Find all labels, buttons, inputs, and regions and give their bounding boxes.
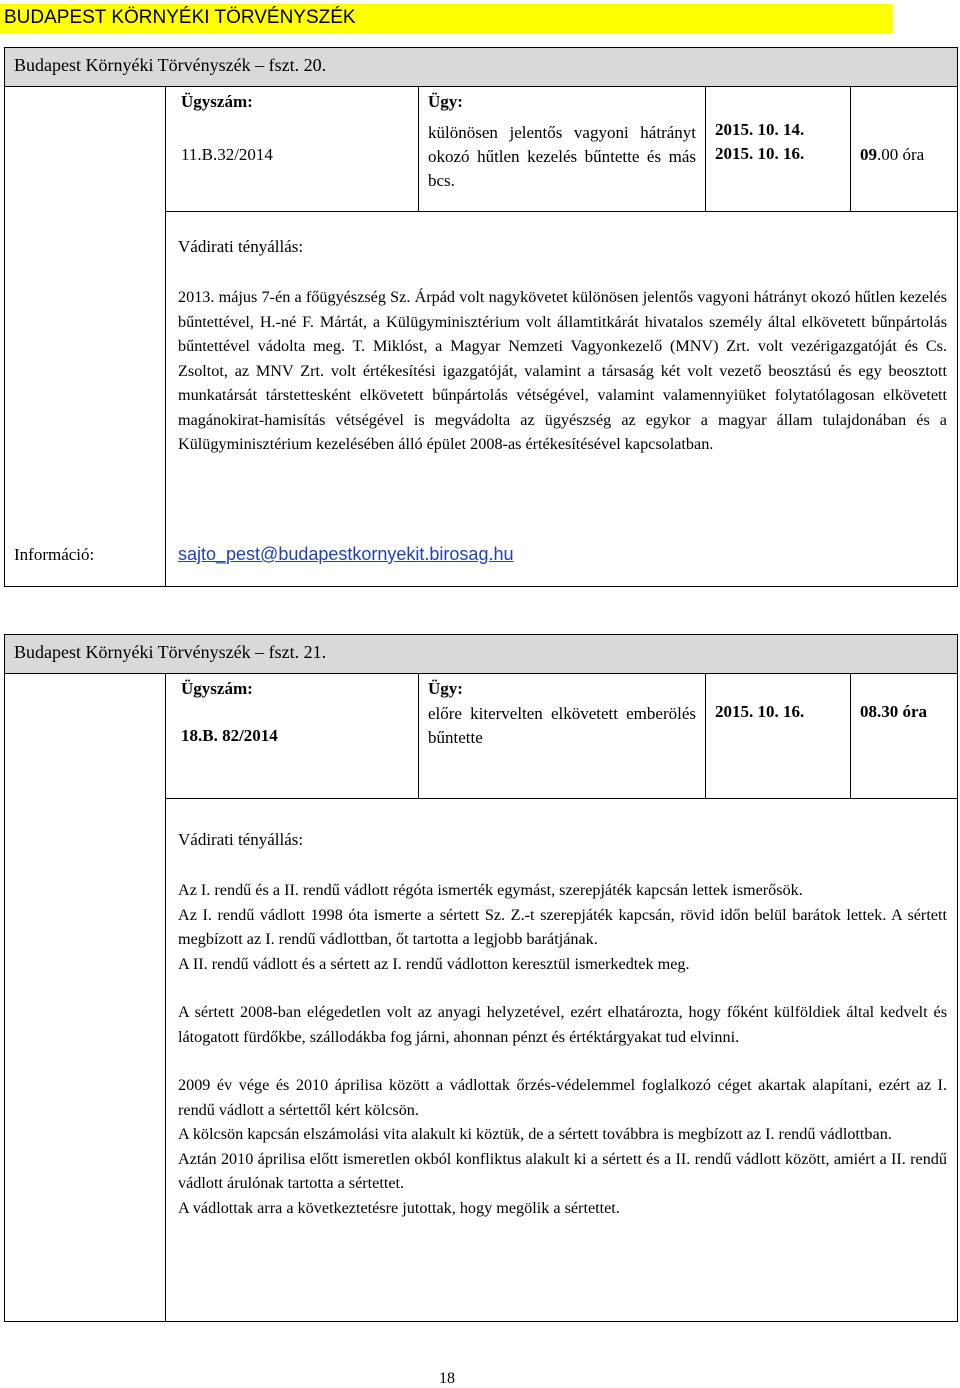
case-meta-row	[165, 673, 957, 798]
indictment-area	[165, 211, 957, 540]
case-time-cell	[850, 673, 957, 798]
courtroom-row	[5, 48, 957, 87]
indictment-label: Vádirati tényállás:	[178, 830, 304, 849]
courtroom-label: Budapest Környéki Törvényszék – fszt. 21.	[14, 642, 327, 662]
case-number-label: Ügyszám:	[181, 92, 253, 111]
page-header-title: BUDAPEST KÖRNYÉKI TÖRVÉNYSZÉK	[4, 7, 356, 28]
indictment-paragraph: 2009 év vége és 2010 áprilisa között a vádlottak őrzés-védelemmel foglalkozó céget akartak alapítani, ezért az I. rendű vádlott a sértettől kért kölcsön.	[178, 1076, 947, 1119]
case-time: 08.30 óra	[860, 702, 928, 721]
indictment-paragraph: Az I. rendű vádlott 1998 óta ismerte a sértett Sz. Z.-t szerepjáték kapcsán, rövid időn belül barátok lettek. A sértett megbízott az I. rendű vádlottban, őt tartotta a legjobb barátjának.	[178, 905, 947, 948]
case-number-label: Ügyszám:	[181, 679, 253, 698]
page-header-bar	[0, 4, 893, 33]
case-subject-cell	[418, 86, 706, 211]
case-subject-label: Ügy:	[428, 92, 463, 111]
case-dates-cell	[705, 673, 851, 798]
courtroom-row	[5, 635, 957, 674]
indictment-paragraph: 2013. május 7-én a főügyészség Sz. Árpád volt nagykövetet különösen jelentős vagyoni hátrányt okozó hűtlen kezelés bűntettével, H.-né F. Mártát, a Külügyminisztérium volt államtitkárát hivatalos személy által elkövetett bűnpártolás bűntettével vádolta meg. T. Miklóst, a Magyar Nemzeti Vagyonkezelő (MNV) Zrt. volt vezérigazgatóját és Cs. Zsoltot, az MNV Zrt. volt értékesítési igazgatóját, valamint a társaság két volt vezető beosztású és egy beosztott munkatársát társtettesként elkövetett bűnpártolás vétségével, valamint valamennyiüket folytatólagosan elkövetett magánokirat-hamisítás vétségével is megvádolta az ügyészség az egykor a magyar állam tulajdonában és a Külügyminisztérium kezelésében álló épület 2008-as értékesítésével kapcsolatban.	[178, 288, 947, 453]
case-subject-label: Ügy:	[428, 679, 463, 698]
time-hour: 09	[860, 145, 877, 164]
case-dates-cell	[705, 86, 851, 211]
info-label: Információ:	[14, 545, 95, 564]
indictment-paragraph: Aztán 2010 áprilisa előtt ismeretlen okból konfliktus alakult ki a sértett és a II. rendű vádlott között, amiért a II. rendű vádlott árulónak tartotta a sértettet.	[178, 1149, 947, 1192]
case-date-1: 2015. 10. 14.	[715, 120, 805, 139]
indictment-area	[165, 798, 957, 1321]
case-date-2: 2015. 10. 16.	[715, 144, 805, 163]
case-subject: előre kitervelten elkövetett emberölés bűntette	[428, 704, 696, 747]
case-subject-cell	[418, 673, 706, 798]
info-email-link[interactable]: sajto_pest@budapestkornyekit.birosag.hu	[178, 544, 514, 564]
courtroom-label: Budapest Környéki Törvényszék – fszt. 20.	[14, 55, 327, 75]
case-subject: különösen jelentős vagyoni hátrányt okozó hűtlen kezelés bűntette és más bcs.	[428, 123, 696, 190]
indictment-paragraph: A II. rendű vádlott és a sértett az I. rendű vádlotton keresztül ismerkedtek meg.	[178, 954, 690, 973]
case-number-cell	[165, 673, 419, 798]
indictment-paragraph: A kölcsön kapcsán elszámolási vita alakult ki köztük, de a sértett továbbra is megbízott az I. rendű vádlottban.	[178, 1125, 892, 1143]
indictment-paragraph: Az I. rendű és a II. rendű vádlott régóta ismerték egymást, szerepjáték kapcsán lettek ismerősök.	[178, 881, 803, 899]
case-number: 11.B.32/2014	[181, 145, 273, 164]
case-date-1: 2015. 10. 16.	[715, 702, 805, 721]
left-column	[5, 86, 166, 586]
case-time	[860, 145, 924, 165]
case-block-2	[4, 634, 958, 1322]
indictment-label: Vádirati tényállás:	[178, 237, 304, 256]
time-rest: .00 óra	[877, 145, 925, 164]
case-number-cell	[165, 86, 419, 211]
page-number: 18	[439, 1370, 455, 1387]
left-column	[5, 673, 166, 1321]
case-time-cell	[850, 86, 957, 211]
case-number: 18.B. 82/2014	[181, 726, 278, 745]
indictment-paragraph: A vádlottak arra a következtetésre jutottak, hogy megölik a sértettet.	[178, 1198, 620, 1217]
case-block-1	[4, 47, 958, 587]
case-meta-row	[165, 86, 957, 211]
indictment-paragraph: A sértett 2008-ban elégedetlen volt az anyagi helyzetével, ezért elhatározta, hogy főként külföldiek által kedvelt és látogatott fürdőkbe, szállodákba fog járni, ahonnan pénzt és értéktárgyakat tud elvinni.	[178, 1003, 947, 1046]
indictment-text	[178, 878, 947, 1220]
